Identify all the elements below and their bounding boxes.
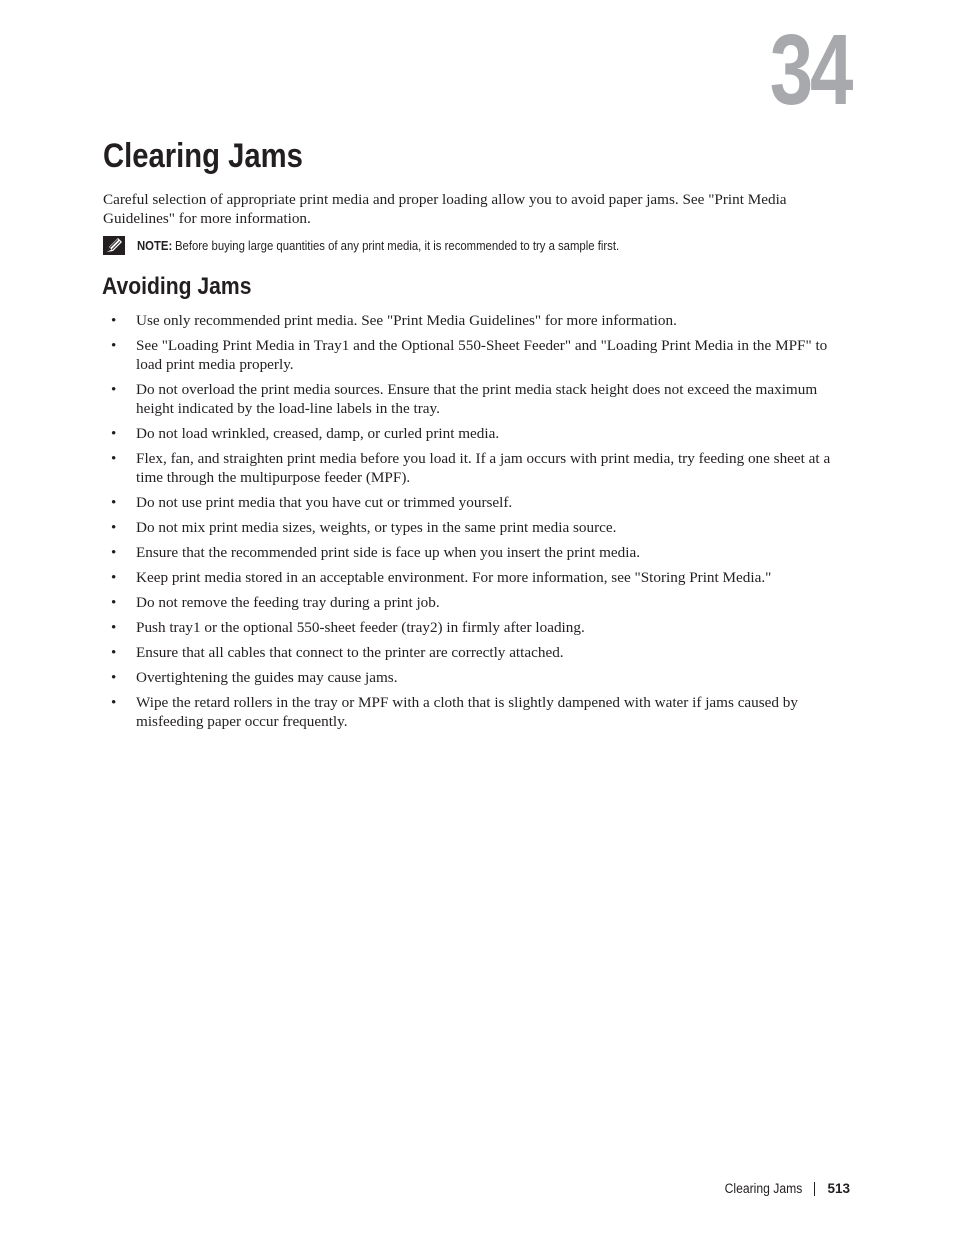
list-item-text: Do not mix print media sizes, weights, or types in the same print media source. (136, 519, 617, 536)
bullet-list (103, 311, 851, 737)
list-item (103, 493, 851, 512)
list-item-text: Do not overload the print media sources. Ensure that the print media stack height does not exceed the maximum height indicated by the load-line labels in the tray. (136, 381, 818, 417)
list-item (103, 543, 851, 562)
list-item (103, 336, 851, 374)
pencil-note-icon (103, 236, 125, 255)
intro-paragraph: Careful selection of appropriate print media and proper loading allow you to avoid paper jams. See "Print Media Guidelines" for more information. (103, 191, 787, 227)
bullet-icon: • (111, 450, 117, 467)
note-text (137, 237, 619, 255)
note-block (103, 236, 849, 256)
list-item (103, 618, 851, 637)
bullet-icon: • (111, 544, 117, 561)
page-number: 513 (827, 1181, 850, 1196)
bullet-icon: • (111, 644, 117, 661)
list-item-text: Ensure that the recommended print side is face up when you insert the print media. (136, 544, 640, 561)
list-item-text: Do not remove the feeding tray during a print job. (136, 594, 440, 611)
page-title: Clearing Jams (103, 137, 303, 175)
footer-title: Clearing Jams (724, 1181, 803, 1196)
bullet-icon: • (111, 594, 117, 611)
section-title: Avoiding Jams (102, 273, 252, 300)
list-item (103, 668, 851, 687)
list-item-text: Do not use print media that you have cut or trimmed yourself. (136, 494, 513, 511)
bullet-icon: • (111, 669, 117, 686)
bullet-icon: • (111, 425, 117, 442)
list-item (103, 518, 851, 537)
list-item-text: Push tray1 or the optional 550-sheet feeder (tray2) in firmly after loading. (136, 619, 585, 636)
list-item-text: Overtightening the guides may cause jams. (136, 669, 398, 686)
page-footer (716, 1179, 850, 1199)
list-item (103, 424, 851, 443)
list-item (103, 693, 851, 731)
bullet-icon: • (111, 494, 117, 511)
bullet-icon: • (111, 569, 117, 586)
list-item (103, 593, 851, 612)
note-body: Before buying large quantities of any print media, it is recommended to try a sample first. (174, 239, 620, 253)
list-item (103, 568, 851, 587)
list-item-text: Ensure that all cables that connect to the printer are correctly attached. (136, 644, 564, 661)
list-item-text: See "Loading Print Media in Tray1 and the Optional 550-Sheet Feeder" and "Loading Print Media in the MPF" to load print media properly. (136, 337, 828, 373)
list-item-text: Use only recommended print media. See "Print Media Guidelines" for more information. (136, 312, 677, 329)
chapter-number: 34 (769, 14, 850, 126)
bullet-icon: • (111, 337, 117, 354)
list-item (103, 449, 851, 487)
bullet-icon: • (111, 519, 117, 536)
bullet-icon: • (111, 694, 117, 711)
bullet-icon: • (111, 312, 117, 329)
list-item-text: Wipe the retard rollers in the tray or MPF with a cloth that is slightly dampened with water if jams caused by misfeeding paper occur frequently. (136, 694, 798, 730)
bullet-icon: • (111, 619, 117, 636)
list-item-text: Do not load wrinkled, creased, damp, or curled print media. (136, 425, 500, 442)
bullet-icon: • (111, 381, 117, 398)
list-item (103, 380, 851, 418)
list-item-text: Flex, fan, and straighten print media before you load it. If a jam occurs with print media, try feeding one sheet at a time through the multipurpose feeder (MPF). (136, 450, 831, 486)
list-item (103, 311, 851, 330)
footer-separator (814, 1182, 815, 1196)
list-item (103, 643, 851, 662)
note-label: NOTE: (137, 239, 173, 253)
list-item-text: Keep print media stored in an acceptable environment. For more information, see "Storing Print Media." (136, 569, 772, 586)
